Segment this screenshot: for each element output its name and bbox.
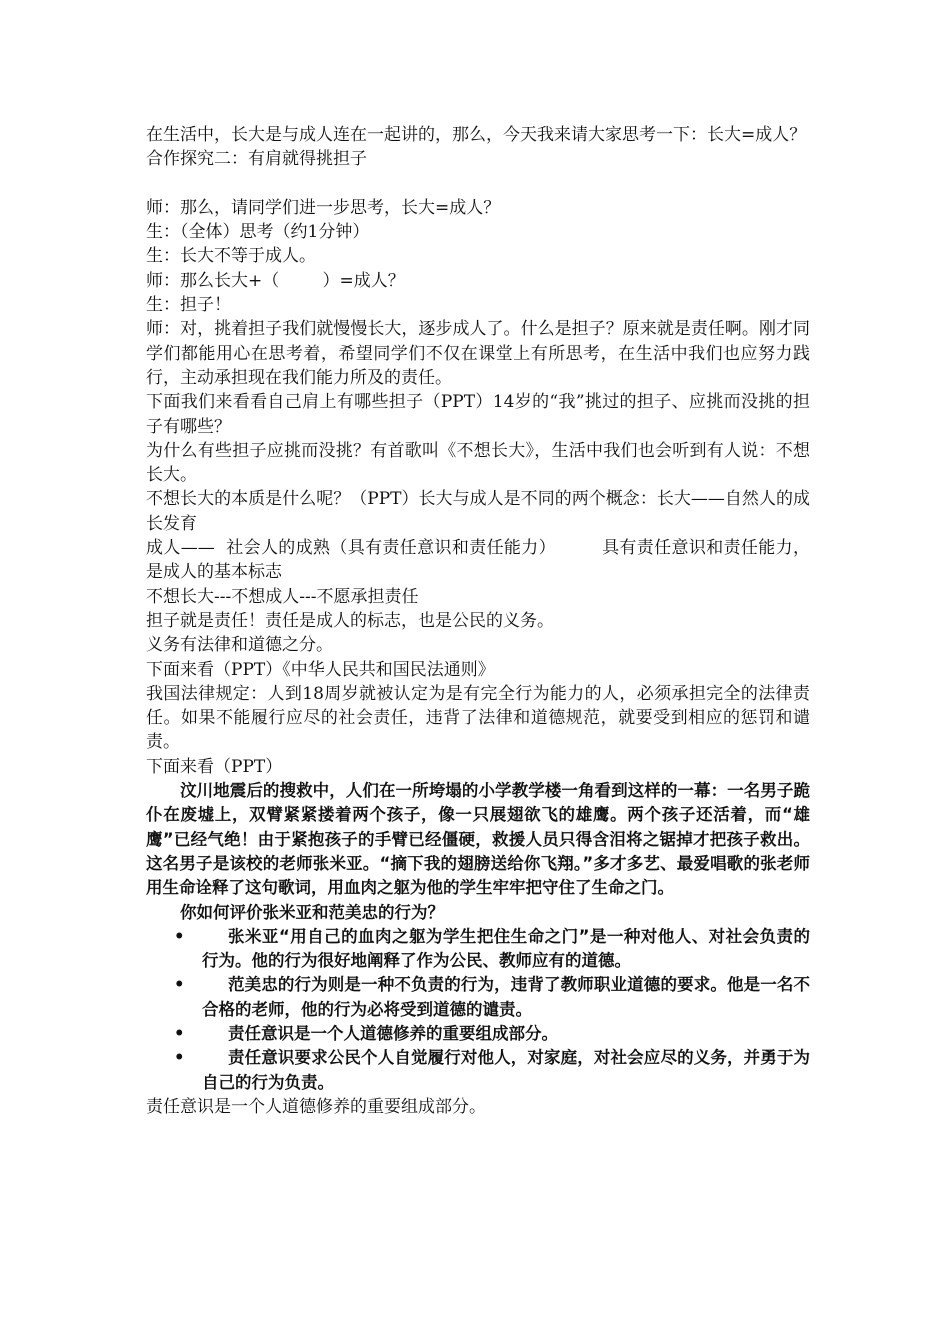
bullet-item	[146, 925, 810, 974]
question-line: 你如何评价张米亚和范美忠的行为？	[180, 902, 444, 922]
blank-line	[146, 172, 810, 196]
dialogue-line: 下面我们来看看自己肩上有哪些担子（PPT）14岁的“我”挑过的担子、应挑而没挑的担子有哪些？	[146, 392, 810, 437]
dialogue-line: 生：长大不等于成人。	[146, 246, 316, 267]
bullet-text: 责任意识要求公民个人自觉履行对他人，对家庭，对社会应尽的义务，并勇于为自己的行为负责。	[202, 1048, 810, 1092]
closing-line: 责任意识是一个人道德修养的重要组成部分。	[146, 1096, 486, 1117]
bullet-item	[146, 1022, 810, 1046]
dialogue-line: 我国法律规定：人到18周岁就被认定为是有完全行为能力的人，必须承担完全的法律责任。如果不能履行应尽的社会责任，违背了法律和道德规范，就要受到相应的惩罚和谴责。	[146, 683, 810, 753]
bullet-item	[146, 973, 810, 1022]
bullet-icon: •	[174, 926, 185, 946]
dialogue-line: 不想长大---不想成人---不愿承担责任	[146, 586, 419, 607]
story-paragraph: 汶川地震后的搜救中，人们在一所垮塌的小学教学楼一角看到这样的一幕：一名男子跪仆在废墟上，双臂紧紧搂着两个孩子，像一只展翅欲飞的雄鹰。两个孩子还活着，而“雄鹰”已经气绝！由于紧抱孩子的手臂已经僵硬，救援人员只得含泪将之锯掉才把孩子救出。这名男子是该校的老师张米亚。“摘下我的翅膀送给你飞翔。”多才多艺、最爱唱歌的张老师用生命诠释了这句歌词，用血肉之躯为他的学生牢牢把守住了生命之门。	[146, 781, 810, 898]
dialogue-line: 下面来看（PPT）	[146, 756, 283, 777]
dialogue-line: 师：那么，请同学们进一步思考，长大=成人？	[146, 197, 501, 218]
dialogue-line: 成人—— 社会人的成熟（具有责任意识和责任能力） 具有责任意识和责任能力，是成人的基本标志	[146, 538, 810, 583]
bullet-icon: •	[174, 975, 185, 995]
bullet-icon: •	[174, 1023, 185, 1043]
dialogue-line: 担子就是责任！责任是成人的标志，也是公民的义务。	[146, 610, 554, 631]
dialogue-line: 师：对，挑着担子我们就慢慢长大，逐步成人了。什么是担子？原来就是责任啊。刚才同学们都能用心在思考着，希望同学们不仅在课堂上有所思考，在生活中我们也应努力践行，主动承担现在我们能力所及的责任。	[146, 319, 810, 388]
bullet-text: 范美忠的行为则是一种不负责的行为，违背了教师职业道德的要求。他是一名不合格的老师，他的行为必将受到道德的谴责。	[202, 975, 810, 1019]
section-heading: 合作探究二：有肩就得挑担子	[146, 149, 367, 170]
dialogue-line: 为什么有些担子应挑而没挑？有首歌叫《不想长大》，生活中我们也会听到有人说：不想长大。	[146, 440, 810, 486]
dialogue-line: 生：担子！	[146, 295, 231, 316]
bullet-icon: •	[174, 1048, 185, 1068]
bullet-item	[146, 1046, 810, 1095]
bullet-list	[146, 925, 810, 1095]
document-page	[146, 123, 810, 1119]
dialogue-line: 生：（全体）思考（约1分钟）	[146, 222, 370, 243]
dialogue-line: 义务有法律和道德之分。	[146, 635, 333, 656]
dialogue-line: 不想长大的本质是什么呢？（PPT）长大与成人是不同的两个概念：长大——自然人的成长发育	[146, 489, 810, 534]
dialogue-line: 师：那么长大+（ ）=成人？	[146, 270, 405, 291]
dialogue-line: 下面来看（PPT）《中华人民共和国民法通则》	[146, 659, 495, 680]
story-block	[146, 779, 810, 1095]
bullet-text: 张米亚“用自己的血肉之躯为学生把住生命之门”是一种对他人、对社会负责的行为。他的行为很好地阐释了作为公民、教师应有的道德。	[202, 926, 810, 971]
bullet-text: 责任意识是一个人道德修养的重要组成部分。	[228, 1023, 558, 1043]
intro-paragraph: 在生活中，长大是与成人连在一起讲的，那么，今天我来请大家思考一下：长大=成人？	[146, 125, 807, 145]
